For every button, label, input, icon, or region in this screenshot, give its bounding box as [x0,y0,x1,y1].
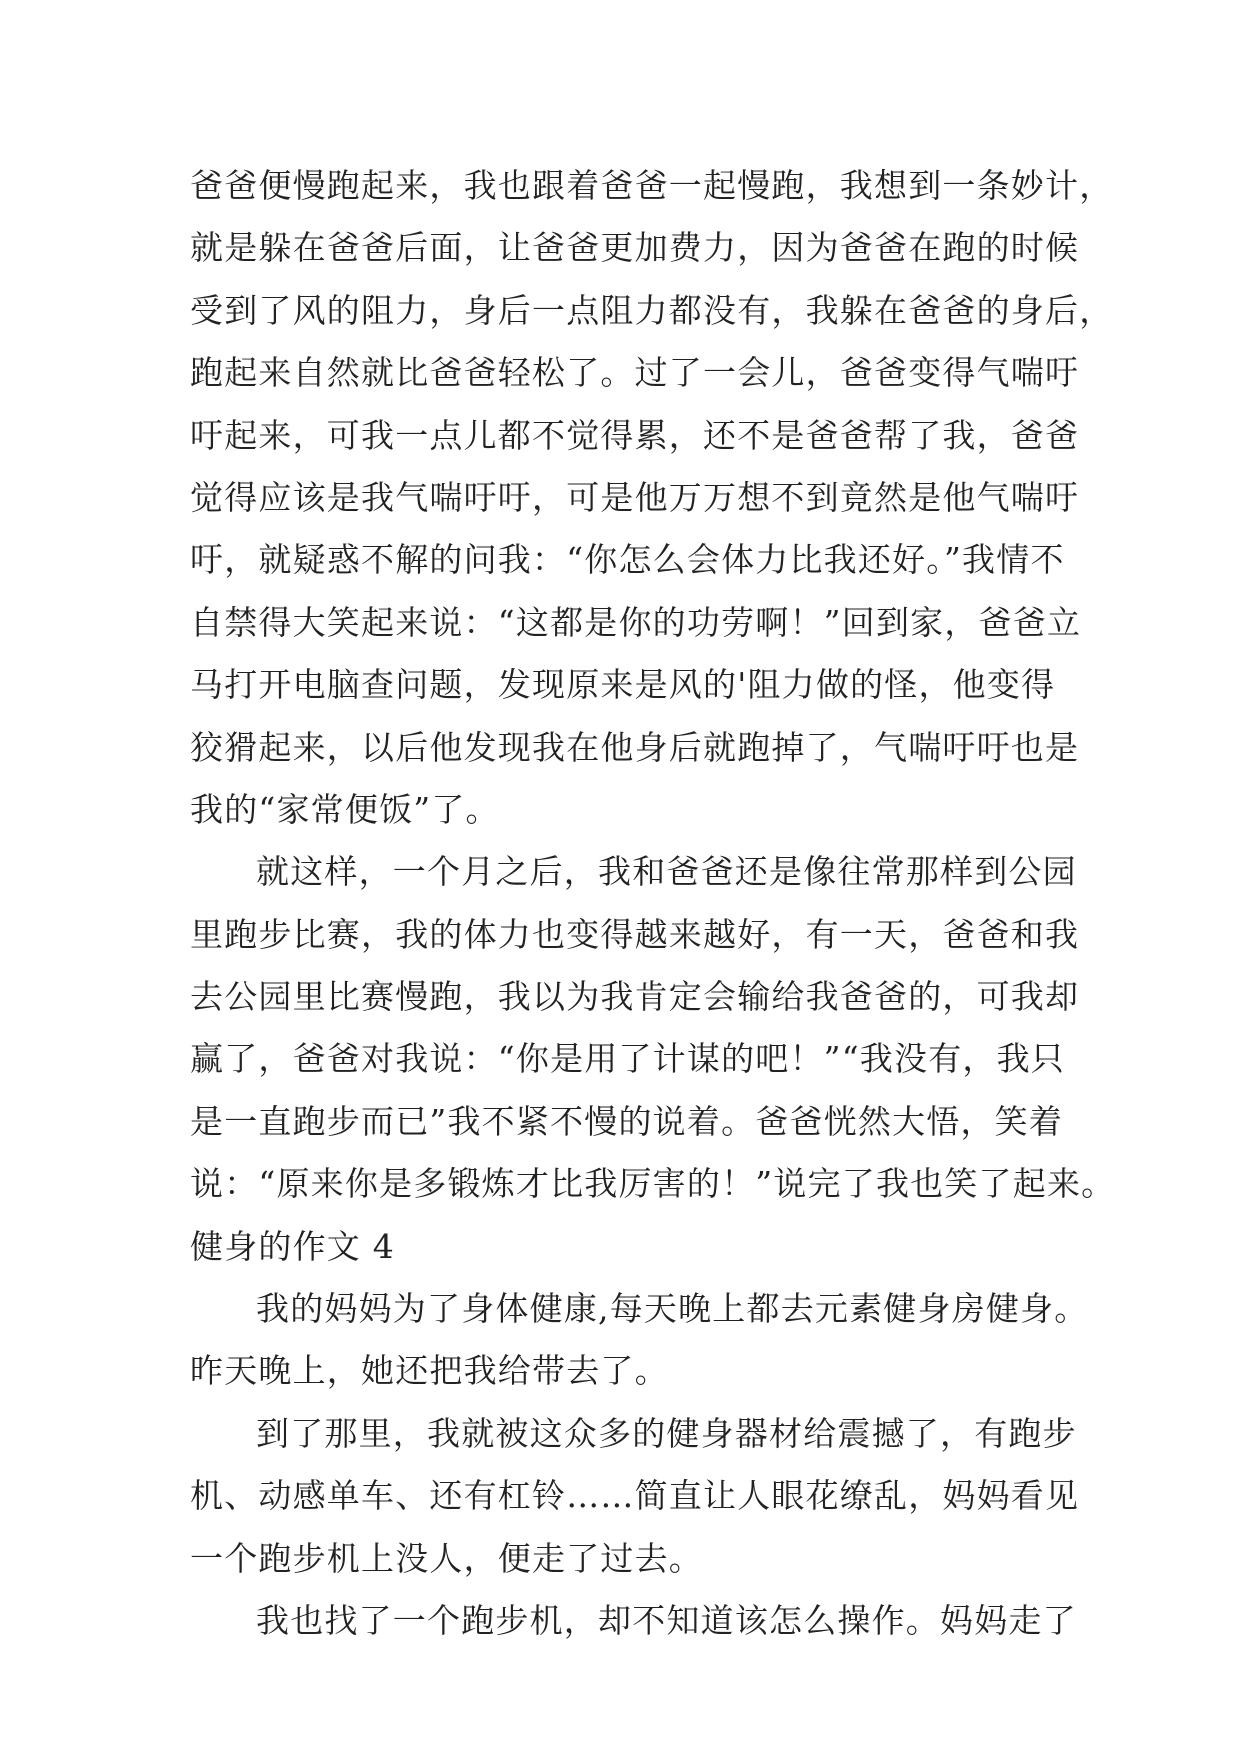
text-line: 马打开电脑查问题，发现原来是风的'阻力做的怪，他变得 [190,665,1056,705]
text-line: 机、动感单车、还有杠铃……简直让人眼花缭乱，妈妈看见 [190,1476,1080,1516]
text-line: 吁，就疑惑不解的问我：“你怎么会体力比我还好。”我情不 [190,540,1065,580]
text-line: 一个跑步机上没人，便走了过去。 [190,1538,703,1578]
text-line: 我的“家常便饭”了。 [190,789,500,829]
text-line: 跑起来自然就比爸爸轻松了。过了一会儿，爸爸变得气喘吁 [190,353,1080,393]
paragraph-start-line: 到了那里，我就被这众多的健身器材给震撼了，有跑步 [256,1413,1077,1453]
text-line: 受到了风的阻力，身后一点阻力都没有，我躲在爸爸的身后， [190,290,1114,330]
text-line: 里跑步比赛，我的体力也变得越来越好，有一天，爸爸和我 [190,914,1080,954]
essay-body [190,155,1116,1652]
paragraph-start-line: 我也找了一个跑步机，却不知道该怎么操作。妈妈走了 [256,1600,1077,1640]
paragraph-start-line: 就这样，一个月之后，我和爸爸还是像往常那样到公园 [256,852,1077,892]
text-line: 昨天晚上，她还把我给带去了。 [190,1351,669,1391]
text-line: 吁起来，可我一点儿都不觉得累，还不是爸爸帮了我，爸爸 [190,415,1080,455]
text-line: 自禁得大笑起来说：“这都是你的功劳啊！”回到家，爸爸立 [190,602,1082,642]
section-heading: 健身的作文 4 [190,1226,395,1266]
text-line: 说：“原来你是多锻炼才比我厉害的！”说完了我也笑了起来。 [190,1164,1116,1204]
text-line: 狡猾起来，以后他发现我在他身后就跑掉了，气喘吁吁也是 [190,727,1080,767]
document-page [190,155,1116,1652]
paragraph-start-line: 我的妈妈为了身体健康,每天晚上都去元素健身房健身。 [256,1289,1089,1329]
text-line: 就是躲在爸爸后面，让爸爸更加费力，因为爸爸在跑的时候 [190,228,1080,268]
text-line: 去公园里比赛慢跑，我以为我肯定会输给我爸爸的，可我却 [190,977,1080,1017]
text-line: 觉得应该是我气喘吁吁，可是他万万想不到竟然是他气喘吁 [190,477,1080,517]
text-line: 赢了，爸爸对我说：“你是用了计谋的吧！”“我没有，我只 [190,1039,1066,1079]
text-line: 是一直跑步而已”我不紧不慢的说着。爸爸恍然大悟，笑着 [190,1101,1064,1141]
text-line: 爸爸便慢跑起来，我也跟着爸爸一起慢跑，我想到一条妙计， [190,166,1114,205]
